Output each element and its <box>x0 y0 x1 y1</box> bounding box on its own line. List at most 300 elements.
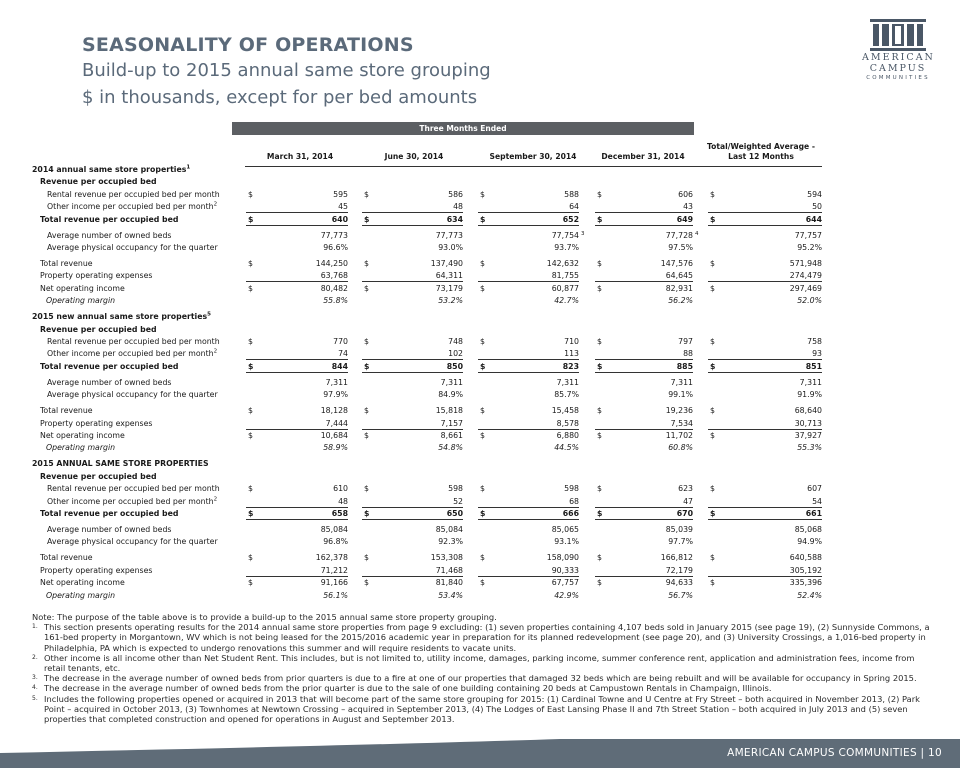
col-header-total-2: Last 12 Months <box>728 152 794 161</box>
table-cell: 158,090 <box>546 553 579 563</box>
table-cell: 64,311 <box>435 271 463 281</box>
total-rule <box>708 372 822 373</box>
table-row <box>0 577 960 589</box>
row-label-text: Average physical occupancy for the quarter <box>47 390 218 400</box>
dollar-sign: $ <box>248 484 253 494</box>
table-row <box>0 471 960 483</box>
table-cell: 649 <box>676 214 693 224</box>
table-cell: 63,768 <box>320 271 348 281</box>
table-cell: 710 <box>564 337 579 346</box>
table-cell: 7,311 <box>440 377 463 387</box>
footnote-text: The decrease in the average number of owned beds from the prior quarter is due to the sale of one building containing 20 beds at Campustown Rentals in Champaign, Illinois. <box>44 683 772 694</box>
dollar-sign: $ <box>248 509 254 518</box>
table-row <box>0 189 960 201</box>
dollar-sign: $ <box>480 431 485 440</box>
row-label <box>40 270 152 282</box>
row-label <box>32 311 211 323</box>
table-cell: 94,633 <box>665 578 693 588</box>
table-row <box>0 242 960 254</box>
table-cell: 610 <box>333 484 348 494</box>
table-cell: 55.8% <box>323 296 348 306</box>
table-cell: 91,166 <box>320 578 348 588</box>
footer-swoosh <box>0 739 560 768</box>
dollar-sign: $ <box>364 484 369 494</box>
row-label <box>46 442 115 454</box>
footnote-text: The decrease in the average number of owned beds from prior quarters is due to a fire at one of our properties that damaged 32 beds which are being rebuilt and will be available for occupancy in Spring 2015. <box>44 673 917 684</box>
row-label <box>32 164 190 176</box>
table-cell: 64 <box>569 202 579 212</box>
page-subtitle: Build-up to 2015 annual same store grouping <box>82 60 491 81</box>
table-cell: 670 <box>676 509 693 518</box>
table-cell: 147,576 <box>660 259 693 268</box>
table-cell: 305,192 <box>789 565 822 575</box>
row-label <box>40 324 157 336</box>
col-header-q4: December 31, 2014 <box>601 152 685 161</box>
table-cell: 94.9% <box>797 537 822 547</box>
table-cell: 54.8% <box>438 443 463 453</box>
table-cell: 99.1% <box>668 390 693 400</box>
table-cell: 758 <box>807 337 822 346</box>
row-label-text: Rental revenue per occupied bed per month <box>47 484 220 494</box>
table-cell: 91.9% <box>797 390 822 400</box>
row-label <box>46 295 115 307</box>
row-label-text: Operating margin <box>46 296 116 306</box>
table-cell: 92.3% <box>438 537 463 547</box>
table-row <box>0 324 960 336</box>
dollar-sign: $ <box>710 189 715 199</box>
table-cell: 82,931 <box>665 283 693 293</box>
total-rule <box>246 225 348 226</box>
total-rule <box>362 372 463 373</box>
dollar-sign: $ <box>710 214 716 224</box>
table-cell: 7,157 <box>440 418 463 428</box>
table-cell: 96.6% <box>323 243 348 252</box>
dollar-sign: $ <box>710 406 715 416</box>
dollar-sign: $ <box>597 509 603 518</box>
dollar-sign: $ <box>597 484 602 494</box>
logo-line-3: COMMUNITIES <box>866 75 930 81</box>
table-row <box>0 377 960 389</box>
table-cell: 42.9% <box>554 590 579 600</box>
col-header-q3: September 30, 2014 <box>489 152 577 161</box>
table-cell: 53.4% <box>438 590 463 600</box>
table-cell: 7,534 <box>670 418 693 428</box>
footnote <box>32 683 938 693</box>
footnotes <box>32 612 938 724</box>
table-cell: 81,755 <box>551 271 579 281</box>
row-label <box>40 405 93 417</box>
table-cell: 77,773 <box>435 230 463 240</box>
table-cell: 623 <box>678 484 693 494</box>
table-cell: 60,877 <box>551 283 579 293</box>
row-label <box>40 471 157 483</box>
table-row <box>0 295 960 307</box>
table-cell: 45 <box>338 202 348 212</box>
logo-line-2: CAMPUS <box>869 63 927 74</box>
dollar-sign: $ <box>248 337 253 346</box>
table-cell: 770 <box>333 337 348 346</box>
row-label-text: Property operating expenses <box>40 271 153 281</box>
table-row <box>0 164 960 176</box>
table-cell: 8,578 <box>556 418 579 428</box>
table-cell: 7,444 <box>325 418 348 428</box>
dollar-sign: $ <box>480 337 485 346</box>
dollar-sign: $ <box>364 189 369 199</box>
table-cell: 823 <box>562 361 579 371</box>
logo-line-1: AMERICAN <box>862 52 935 63</box>
row-label <box>47 230 171 242</box>
total-rule <box>362 519 463 520</box>
row-label <box>47 536 218 548</box>
table-cell: 93 <box>812 349 822 359</box>
table-cell: 71,212 <box>320 565 348 575</box>
row-label-text: Average physical occupancy for the quarter <box>47 537 218 547</box>
table-cell: 85,084 <box>320 525 348 534</box>
table-cell: 18,128 <box>320 406 348 416</box>
table-cell: 153,308 <box>430 553 463 563</box>
row-label-text: Total revenue per occupied bed <box>40 214 179 224</box>
table-cell: 658 <box>331 509 348 518</box>
table-cell: 588 <box>564 189 579 199</box>
row-label-text: Operating margin <box>46 590 116 600</box>
table-cell: 102 <box>448 349 463 359</box>
three-months-ended-band: Three Months Ended <box>232 122 694 135</box>
table-cell: 885 <box>676 361 693 371</box>
table-cell: 50 <box>812 202 822 212</box>
table-cell: 90,333 <box>551 565 579 575</box>
dollar-sign: $ <box>710 259 715 268</box>
table-cell: 607 <box>807 484 822 494</box>
footnote-number: 5. <box>32 694 38 702</box>
footnote-ref: 1 <box>186 164 191 171</box>
footnote-text: Other income is all income other than Net Student Rent. This includes, but is not limited to, utility income, damages, parking income, summer conference rent, application and administration fees, income from retail tenants, etc. <box>44 652 915 674</box>
page-title: SEASONALITY OF OPERATIONS <box>82 34 414 56</box>
row-label <box>40 552 93 564</box>
table-cell: 606 <box>678 189 693 199</box>
table-row <box>0 283 960 295</box>
footnote <box>32 622 938 653</box>
table-row <box>0 508 960 520</box>
row-label-text: Average physical occupancy for the quarter <box>47 243 218 252</box>
dollar-sign: $ <box>480 578 485 588</box>
table-cell: 56.7% <box>668 590 693 600</box>
dollar-sign: $ <box>597 189 602 199</box>
table-cell: 162,378 <box>315 553 348 563</box>
footnote-text: This section presents operating results for the 2014 annual same store properties from page 9 excluding: (1) seven properties containing 4,107 beds sold in January 2015 (see page 19), (2) Sunnyside Commons, a 161-bed property in Morgantown, WV which is not being leased for the 2015/2016 academic year in preparation for its planned redevelopment (see page 20), and (3) University Crossings, a 1,016-bed property in Philadelphia, PA which is expected to undergo renovations this summer and will require residents to vacate units. <box>44 622 930 653</box>
dollar-sign: $ <box>710 431 715 440</box>
table-cell: 58.9% <box>323 443 348 453</box>
dollar-sign: $ <box>480 189 485 199</box>
row-label <box>40 508 179 520</box>
dollar-sign: $ <box>364 431 369 440</box>
dollar-sign: $ <box>364 214 370 224</box>
table-row <box>0 590 960 602</box>
dollar-sign: $ <box>248 406 253 416</box>
footnote-ref: 3 <box>581 230 585 237</box>
total-rule <box>478 372 579 373</box>
table-row <box>0 524 960 536</box>
table-cell: 297,469 <box>789 283 822 293</box>
table-cell: 68,640 <box>794 406 822 416</box>
table-cell: 594 <box>807 189 822 199</box>
table-cell: 85,039 <box>665 525 693 534</box>
table-cell: 644 <box>805 214 822 224</box>
table-row <box>0 214 960 226</box>
row-label-text: Total revenue per occupied bed <box>40 509 179 518</box>
dollar-sign: $ <box>248 578 253 588</box>
table-row <box>0 311 960 323</box>
row-label-text: Revenue per occupied bed <box>40 324 157 334</box>
table-cell: 844 <box>331 361 348 371</box>
table-cell: 97.5% <box>668 243 693 252</box>
table-cell: 85,068 <box>794 525 822 534</box>
dollar-sign: $ <box>480 509 486 518</box>
row-label-text: Average number of owned beds <box>47 230 172 240</box>
row-label <box>40 430 125 442</box>
row-label <box>40 258 93 270</box>
row-label-text: Other income per occupied bed per month <box>47 349 214 359</box>
table-cell: 797 <box>678 337 693 346</box>
row-label-text: 2014 annual same store properties <box>32 165 187 174</box>
table-cell: 48 <box>338 496 348 506</box>
row-label-text: Property operating expenses <box>40 565 153 575</box>
table-cell: 8,661 <box>440 431 463 440</box>
table-row <box>0 418 960 430</box>
dollar-sign: $ <box>597 431 602 440</box>
dollar-sign: $ <box>480 484 485 494</box>
table-cell: 335,396 <box>789 578 822 588</box>
dollar-sign: $ <box>710 553 715 563</box>
total-rule <box>246 372 348 373</box>
dollar-sign: $ <box>248 259 253 268</box>
row-label <box>47 377 171 389</box>
total-rule <box>708 225 822 226</box>
dollar-sign: $ <box>710 578 715 588</box>
table-cell: 64,645 <box>665 271 693 281</box>
table-cell: 661 <box>805 509 822 518</box>
table-cell: 96.8% <box>323 537 348 547</box>
table-cell: 52.4% <box>797 590 822 600</box>
row-label <box>40 283 125 295</box>
total-rule <box>362 225 463 226</box>
row-label <box>40 565 152 577</box>
table-row <box>0 430 960 442</box>
row-label <box>40 577 125 589</box>
table-cell: 77,773 <box>320 230 348 240</box>
row-label <box>40 418 152 430</box>
dollar-sign: $ <box>364 578 369 588</box>
row-label <box>47 389 218 401</box>
table-cell: 137,490 <box>430 259 463 268</box>
table-cell: 144,250 <box>315 259 348 268</box>
row-label-text: Rental revenue per occupied bed per month <box>47 337 220 346</box>
row-label-text: Total revenue <box>40 406 93 416</box>
table-cell: 72,179 <box>665 565 693 575</box>
table-cell: 47 <box>683 496 693 506</box>
footnote-number: 1. <box>32 623 38 631</box>
table-cell: 53.2% <box>438 296 463 306</box>
table-cell: 56.1% <box>323 590 348 600</box>
row-label <box>40 214 179 226</box>
dollar-sign: $ <box>248 283 253 293</box>
table-cell: 640,588 <box>789 553 822 563</box>
table-row <box>0 336 960 348</box>
table-cell: 595 <box>333 189 348 199</box>
dollar-sign: $ <box>248 189 253 199</box>
dollar-sign: $ <box>597 578 602 588</box>
table-row <box>0 552 960 564</box>
table-row <box>0 258 960 270</box>
table-cell: 6,880 <box>556 431 579 440</box>
dollar-sign: $ <box>597 283 602 293</box>
footnote <box>32 673 938 683</box>
table-row <box>0 496 960 508</box>
row-label <box>32 458 209 470</box>
dollar-sign: $ <box>364 509 370 518</box>
dollar-sign: $ <box>248 431 253 440</box>
table-row <box>0 348 960 360</box>
table-row <box>0 361 960 373</box>
page-footer <box>0 739 960 768</box>
row-label <box>40 176 157 188</box>
table-row <box>0 270 960 282</box>
table-row <box>0 201 960 213</box>
table-cell: 81,840 <box>435 578 463 588</box>
table-row <box>0 483 960 495</box>
table-cell: 7,311 <box>670 377 693 387</box>
table-cell: 52 <box>453 496 463 506</box>
table-cell: 850 <box>446 361 463 371</box>
footnote-number: 2. <box>32 653 38 661</box>
table-cell: 7,311 <box>556 377 579 387</box>
table-cell: 166,812 <box>660 553 693 563</box>
dollar-sign: $ <box>710 509 716 518</box>
row-label-text: Property operating expenses <box>40 418 153 428</box>
col-header-q2: June 30, 2014 <box>384 152 444 161</box>
table-cell: 652 <box>562 214 579 224</box>
footnote-ref: 2 <box>213 348 218 355</box>
row-label-text: Revenue per occupied bed <box>40 471 157 481</box>
table-cell: 748 <box>448 337 463 346</box>
table-cell: 80,482 <box>320 283 348 293</box>
table-cell: 93.7% <box>554 243 579 252</box>
row-label <box>47 189 220 201</box>
row-label <box>40 361 179 373</box>
row-label <box>47 348 217 360</box>
table-cell: 97.7% <box>668 537 693 547</box>
dollar-sign: $ <box>710 337 715 346</box>
dollar-sign: $ <box>364 283 369 293</box>
col-header-total-1: Total/Weighted Average - <box>706 142 816 151</box>
row-label-text: 2015 new annual same store properties <box>32 312 208 322</box>
row-label-text: Other income per occupied bed per month <box>47 202 214 212</box>
row-label <box>46 590 115 602</box>
dollar-sign: $ <box>248 361 254 371</box>
table-cell: 7,311 <box>325 377 348 387</box>
table-cell: 85.7% <box>554 390 579 400</box>
total-rule <box>595 519 693 520</box>
table-cell: 56.2% <box>668 296 693 306</box>
row-label-text: Rental revenue per occupied bed per month <box>47 189 220 199</box>
dollar-sign: $ <box>597 259 602 268</box>
table-row <box>0 405 960 417</box>
dollar-sign: $ <box>364 259 369 268</box>
dollar-sign: $ <box>710 484 715 494</box>
dollar-sign: $ <box>710 283 715 293</box>
table-cell: 71,468 <box>435 565 463 575</box>
table-cell: 10,684 <box>320 431 348 440</box>
table-cell: 93.0% <box>438 243 463 252</box>
dollar-sign: $ <box>364 337 369 346</box>
footnote-text: Includes the following properties opened or acquired in 2013 that will become part of the same store grouping for 2015: (1) Cardinal Towne and U Centre at Fry Street – both acquired in November 2013, (2) Park Point – acquired in October 2013, (3) Townhomes at Newtown Crossing – acquired in September 2013, (4) The Lodges of East Lansing Phase II and 7th Street Station – both acquired in July 2013 and (5) seven properties that completed construction and opened for operations in August and September 2013. <box>44 693 920 725</box>
table-cell: 7,311 <box>799 377 822 387</box>
table-cell: 37,927 <box>794 431 822 440</box>
footnote-number: 4. <box>32 684 38 692</box>
table-cell: 77,728 <box>665 230 693 240</box>
dollar-sign: $ <box>710 361 716 371</box>
table-cell: 598 <box>448 484 463 494</box>
table-cell: 88 <box>683 349 693 359</box>
table-row <box>0 565 960 577</box>
row-label-text: Total revenue per occupied bed <box>40 361 179 371</box>
table-cell: 43 <box>683 202 693 212</box>
table-cell: 634 <box>446 214 463 224</box>
footnote-ref: 4 <box>695 230 699 237</box>
table-cell: 54 <box>812 496 822 506</box>
table-cell: 95.2% <box>797 243 822 252</box>
table-cell: 73,179 <box>435 283 463 293</box>
table-cell: 85,084 <box>435 525 463 534</box>
dollar-sign: $ <box>480 214 486 224</box>
dollar-sign: $ <box>248 214 254 224</box>
footnote <box>32 612 938 622</box>
table-cell: 74 <box>338 349 348 359</box>
dollar-sign: $ <box>597 361 603 371</box>
row-label-text: 2015 ANNUAL SAME STORE PROPERTIES <box>32 459 209 469</box>
dollar-sign: $ <box>597 214 603 224</box>
table-cell: 640 <box>331 214 348 224</box>
table-cell: 15,818 <box>435 406 463 416</box>
row-label-text: Net operating income <box>40 578 125 588</box>
dollar-sign: $ <box>480 553 485 563</box>
table-cell: 55.3% <box>797 443 822 453</box>
page-subtitle-units: $ in thousands, except for per bed amounts <box>82 87 478 108</box>
table-cell: 666 <box>562 509 579 518</box>
total-rule <box>478 519 579 520</box>
dollar-sign: $ <box>364 553 369 563</box>
table-cell: 274,479 <box>789 271 822 281</box>
total-rule <box>478 225 579 226</box>
table-cell: 68 <box>569 496 579 506</box>
row-label <box>47 483 220 495</box>
footnote <box>32 694 938 725</box>
dollar-sign: $ <box>480 259 485 268</box>
row-label <box>47 201 217 213</box>
row-label <box>47 242 218 254</box>
row-label-text: Average number of owned beds <box>47 525 172 534</box>
footnote-ref: 2 <box>213 201 218 208</box>
table-cell: 650 <box>446 509 463 518</box>
footnote-text: Note: The purpose of the table above is to provide a build-up to the 2015 annual same store property grouping. <box>32 612 497 622</box>
table-row <box>0 389 960 401</box>
table-cell: 48 <box>453 202 463 212</box>
table-cell: 571,948 <box>789 259 822 268</box>
table-cell: 42.7% <box>554 296 579 306</box>
table-cell: 142,632 <box>546 259 579 268</box>
table-cell: 60.8% <box>668 443 693 453</box>
dollar-sign: $ <box>480 406 485 416</box>
table-cell: 84.9% <box>438 390 463 400</box>
